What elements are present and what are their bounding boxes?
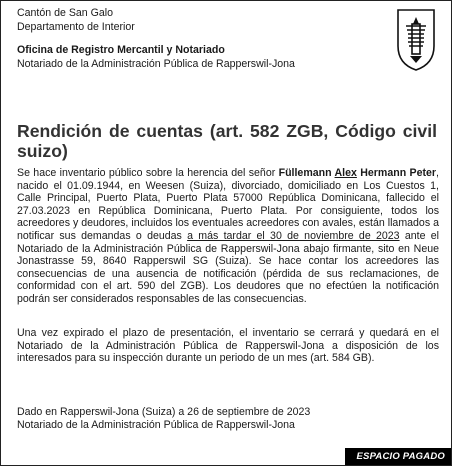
st-gallen-coat-of-arms-icon [395,6,437,74]
footer-block [17,406,310,431]
paragraph-main: Se hace inventario público sobre la herencia del señor Füllemann Alex Hermann Peter, nacido el 01.09.1944, en Weesen (Suiza), divorciado, domiciliado en Los Cuestos 1, Calle Principal, Puerto Plata, Puerto Plata 57000 República Dominicana, fallecido el 27.03.2023 en República Dominicana, Puerto Plata. Por consiguiente, todos los acreedores y deudores, incluidos los eventuales acreedores con avales, están llamados a notificar sus demandas o deudas a más tardar el 30 de noviembre de 2023 ante el Notariado de la Administración Pública de Rapperswil-Jona abajo firmante, sito en Neue Jonastrasse 59, 8640 Rapperswil SG (Suiza). Se hace contar los acreedores las consecuencias de una ausencia de notificación (pérdida de sus reclamaciones, de conformidad con el art. 590 del ZGB). Los deudores que no efectúen la notificación podrán ser considerados responsables de las consecuencias. [17,167,439,305]
paid-space-badge: ESPACIO PAGADO [345,448,452,465]
issue-date-line: Dado en Rapperswil-Jona (Suiza) a 26 de septiembre de 2023 [17,406,311,418]
notary-name: Notariado de la Administración Pública de Rapperswil-Jona [17,57,295,70]
office-name: Oficina de Registro Mercantil y Notariado [17,44,225,56]
signature-line: Notariado de la Administración Pública de Rapperswil-Jona [17,418,295,431]
canton-name: Cantón de San Galo [17,7,114,19]
notice-body [17,167,439,306]
page-title: Rendición de cuentas (art. 582 ZGB, Código civil suizo) [17,121,437,161]
header-block [17,7,295,71]
department-name: Departamento de Interior [17,20,135,33]
paragraph-inventory: Una vez expirado el plazo de presentación, el inventario se cerrará y quedará en el Notariado de la Administración Pública de Rapperswil-Jona a disposición de los interesados para su inspección durante un periodo de un mes (art. 584 GB). [17,327,439,365]
deadline-text: a más tardar el 30 de noviembre de 2023 [187,229,400,242]
deceased-name: Füllemann Alex Hermann Peter [278,167,437,179]
